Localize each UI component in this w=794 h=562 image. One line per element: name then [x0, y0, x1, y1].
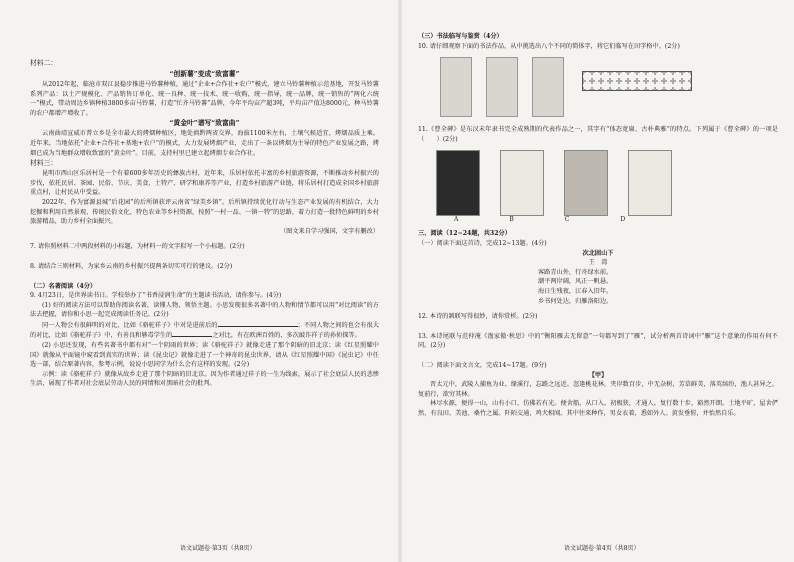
calligraphy-options — [436, 150, 778, 216]
question-7: 7. 请你照材料二中两段材料的小标题，为材料一的文字拟写一个小标题。(2分) — [30, 243, 245, 251]
tianzige-grid[interactable] — [582, 71, 692, 91]
fill-text-c: 之对比，有在欧洲百姓的、多次敲诈祥子的孙侦探等。 — [212, 332, 361, 340]
passage-tag: 【甲】 — [588, 371, 608, 379]
calligraphy-samples — [440, 57, 564, 117]
material2-title: 材料二： — [30, 59, 58, 67]
answer-blank-2[interactable] — [172, 330, 212, 337]
page-footer-3: 语文试题卷·第3页（共8页） — [180, 545, 256, 552]
passage-paragraph-1: 晋太元中，武陵人捕鱼为业。缘溪行，忘路之远近。忽逢桃花林，夹岸数百步，中无杂树，芳草鲜美，落英缤纷，渔人甚异之。复前行，欲穷其林。 — [418, 381, 778, 398]
section-classics: （二）名著阅读（4分） — [30, 282, 97, 290]
part-reading: 三、阅读（12~24题，共32分） — [418, 230, 511, 238]
page-4 — [404, 0, 794, 562]
poem-line: 客路青山外，行舟绿水前。 — [538, 268, 613, 276]
question-9-1-fill — [30, 320, 379, 341]
poem-title: 次北固山下 — [582, 249, 614, 257]
material3-title: 材料三： — [30, 159, 58, 168]
option-b-label: B — [509, 216, 514, 224]
question-11: 11.《曹全碑》是东汉末年隶书完全成熟期的代表作品之一，其字有“体态宽扁、古朴典雅”的特点。下列属于《曹全碑》的一项是（ ）(2分) — [418, 126, 778, 143]
option-b-image[interactable] — [500, 150, 544, 216]
poem-body — [538, 268, 778, 306]
section-classical-chinese: （二）阅读下面文言文，完成14~17题。(9分) — [418, 361, 547, 369]
option-c-label: C — [564, 216, 570, 224]
calligraphy-sample-image — [486, 57, 518, 117]
paragraph-village: 昆明市西山区乐居村是一个有着600多年历史的彝族古村，近年来，乐居村依托丰富的乡村旅游资源，不断推动乡村振兴的步伐，依托民居、茶园、民俗、节庆、美食、土特产、研学和康养等产业，打造乡村旅游产业链，将乐居村打造成全国乡村旅游重点村，让村民从中受益。 — [30, 170, 379, 197]
poem-line: 海日生残夜，江春入旧年。 — [538, 287, 613, 295]
poem-author: 王 湾 — [588, 259, 608, 267]
option-labels — [454, 216, 778, 223]
paragraph-tobacco: 云南曲靖宣威市普立乡是全市最大的烤烟种植区，地处滇黔两省交界，海拔1100米左右，土壤气候适宜，烤烟品质上乘。近年来，当地依托“企业+合作社+基地+农户”的模式，大力发展烤烟产业，走出了一条以烤烟为主导的特色产业发展之路，烤烟已成为当地群众增收致富的“黄金叶”。目前，支持村里已建立起烤烟专业合作社。 — [30, 130, 379, 157]
subhead-potato: “创新薯”变成“致富薯” — [169, 70, 240, 78]
calligraphy-sample-image — [440, 57, 472, 117]
source-note: （图文来自学习强国，文字有删改） — [280, 227, 379, 235]
question-10: 10. 请仔细观察下面的书法作品，从中挑选出八个不同的简体字，将它们临写在田字格中。(2分) — [418, 42, 680, 50]
page-footer-4: 语文试题卷·第4页（共8页） — [564, 545, 640, 552]
question-9-2: (2) 小思还发现，有些名著书中都有对“一个阴雨的世界；读《骆驼祥子》就像走进了那个阴暗的旧北京；读《红星照耀中国》就像从平面镜中窥看到真实的世界；读《昆虫记》就像走进了一个神奇的昆虫世界，请从《红星照耀中国》《昆虫记》中任选一部，结合原著内容，参考示例，说说小思同学为什么会有这样的发现。(2分) — [30, 342, 379, 369]
fill-text-a: 同一人物会有很鲜明的对比，比如《骆驼祥子》中对是进前后的 — [42, 321, 218, 329]
option-a-label: A — [454, 216, 459, 224]
section-calligraphy: （三）书法临写与鉴赏（4分） — [418, 33, 503, 40]
question-9: 9. 4月23日，是世界读书日。学校举办了“书香浸润生命”的主题读书活动，请你参与。(4分) — [30, 292, 282, 300]
passage-paragraph-2: 林尽水源，便得一山，山有小口，仿佛若有光。便舍船，从口入。初极狭，才通人。复行数十步，豁然开朗。土地平旷，屋舍俨然，有良田、美池、桑竹之属。阡陌交通，鸡犬相闻。其中往来种作，男女衣着，悉如外人。黄发垂髫，并怡然自乐。 — [418, 400, 778, 417]
option-d-image[interactable] — [628, 150, 672, 216]
poem-line: 乡书何处达，归雁洛阳边。 — [538, 297, 613, 305]
option-c-image[interactable] — [564, 150, 608, 216]
page-gutter — [398, 0, 402, 562]
poem-line: 潮平两岸阔，风正一帆悬。 — [538, 278, 613, 286]
option-a-image[interactable] — [436, 150, 480, 216]
answer-blank-1[interactable] — [218, 320, 298, 327]
question-13: 13. 本诗尾联与范仲淹《渔家傲·秋思》中的“衡阳雁去无留意”一句都写到了“雁”，试分析两首诗词中“雁”这个意象的作用有何不同。(2分) — [418, 332, 778, 350]
section-poem: （一）阅读下面这首诗，完成12~13题。(4分) — [418, 239, 547, 247]
fill-text-b: ；不同人物之间的也会有很大的对比，比如《骆驼祥子》中，有善良和够毒学生的 — [30, 321, 380, 340]
paragraph-potato: 从2012年起，临沧市双江县稳步推进马铃薯种植，通过“企业+合作社+农户”模式，建立马铃薯种植示范基地，开发马铃薯系列产品：以土产规模化、产品销售订单化、统一良种、统一技术、统一收购，统一指导，统一品牌，统一销售的“两化六统一”模式，带动周边乡镇种植3800多亩马铃薯，打造“忙齐马铃薯”品牌，今年平均亩产超3吨，平均亩产值达8000元，种马铃薯的农户都增产增收了。 — [30, 81, 379, 117]
question-12: 12. 本诗的颔联写得很妙，请你赏析。(2分) — [418, 313, 538, 321]
subhead-tobacco: “黄金叶”谱写“致富曲” — [169, 119, 240, 128]
option-d-label: D — [620, 216, 626, 224]
question-8: 8. 请结合三则材料，为家乡云南的乡村振兴提两条切实可行的建议。(2分) — [30, 262, 233, 270]
paragraph-town: 2022年，作为富源县城“后花园”的后所镇获评云南省“绿美乡镇”。后所镇持续优化行动与生态产业发展的有机结合，大力挖掘和利用自然景观、传统民俗文化、特色农业等乡村资源，按照“一村一品、一镇一特”的思路，着力打造一批特色鲜明的乡村旅游精品，助力乡村全面振兴。 — [30, 198, 379, 226]
question-9-1: (1) 好的阅读方法可以帮助你阅读名著，读懂人物，领悟主题。小思发现很多名著中的人物和情节都可以用“对比阅读”的方法去把握，请你和小思一起完成阅读任务记。(2分) — [30, 301, 379, 319]
calligraphy-sample-image — [532, 57, 564, 117]
question-9-example: 示例：读《骆驼祥子》就像从故乡走进了那个阴暗的旧北京。因为作者通过祥子的一生为线索，展示了社会底层人民的悲惨生活，展现了作者对社会底层劳动人民的同情和对黑暗社会的批判。 — [30, 370, 379, 388]
